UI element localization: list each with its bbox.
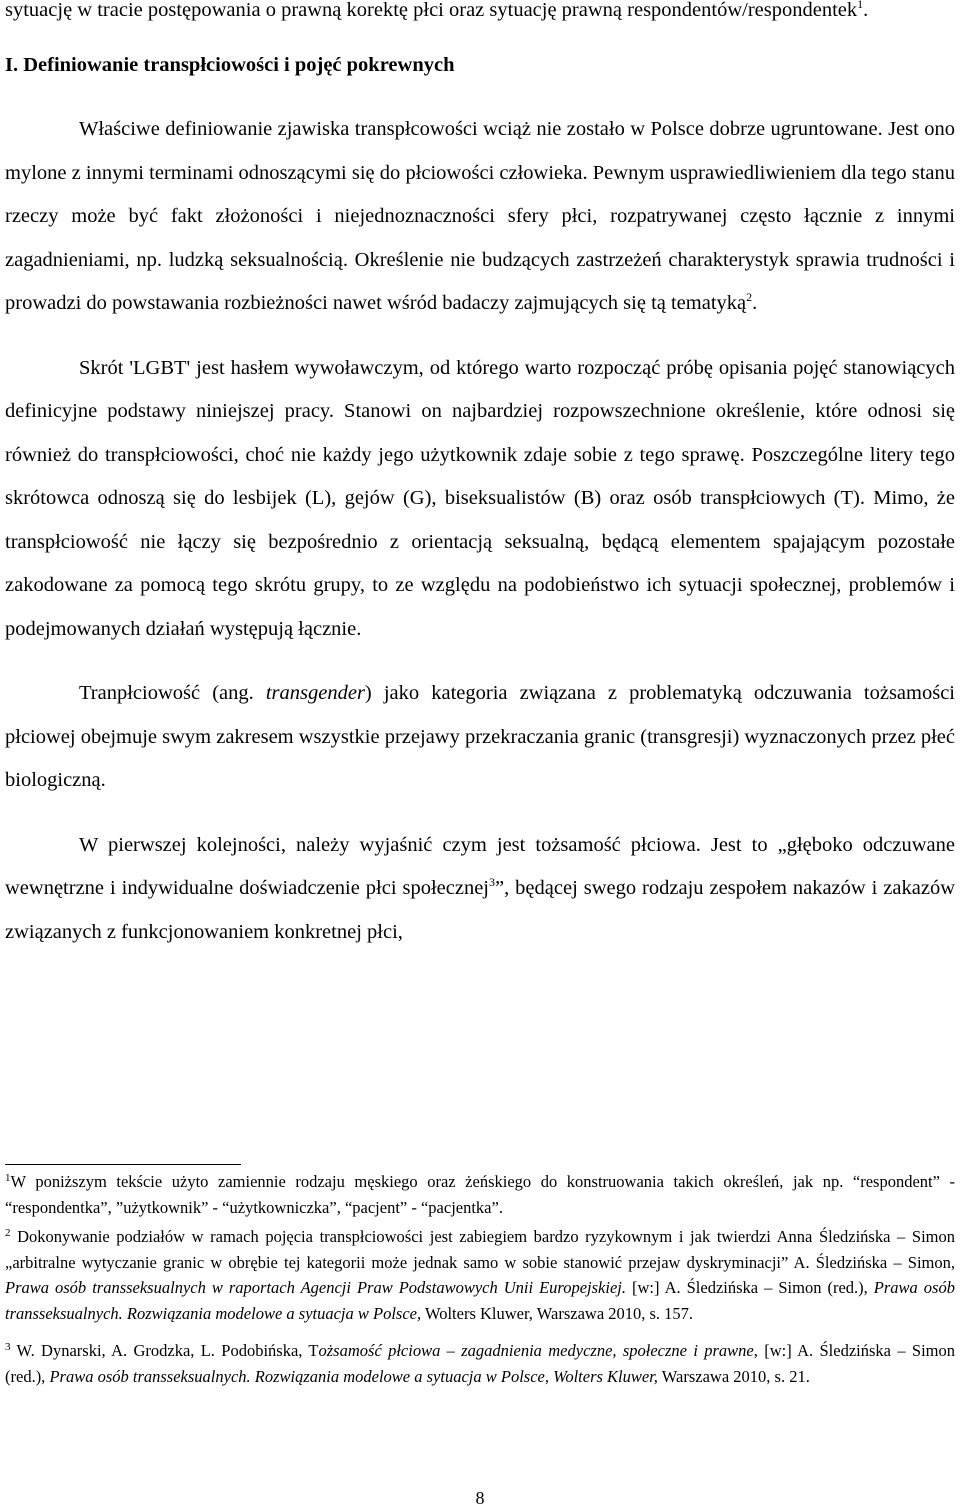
footnote-ref-1[interactable]: 1 bbox=[857, 0, 864, 11]
footnotes-section bbox=[5, 1164, 955, 1389]
paragraph-definitions: Właściwe definiowanie zjawiska transpłcowości wciąż nie zostało w Polsce dobrze ugruntowane. Jest ono mylone z innymi terminami odnoszącymi się do płciowości człowieka. Pewnym usprawiedliwieniem dla tego stanu rzeczy może być fakt złożoności i niejednoznaczności sfery płci, rozpatrywanej często łącznie z innymi zagadnieniami, np. ludzką seksualnością. Określenie nie budzących zastrzeżeń charakterystyk sprawia trudności i prowadzi do powstawania rozbieżności nawet wśród badaczy zajmujących się tą tematyką$^2$. bbox=[5, 118, 955, 314]
footnote-3: $^3$ W. Dynarski, A. Grodzka, L. Podobińska, Tożsamość płciowa – zagadnienia medyczne, społeczne i prawne, [w:] A. Śledzińska – Simon (red.), Prawa osób transseksualnych. Rozwiązania modelowe a sytuacja w Polsce, Wolters Kluwer, Warszawa 2010, s. 21. bbox=[5, 1341, 955, 1386]
term-transgender: transgender bbox=[265, 682, 365, 704]
paragraph-lgbt: Skrót 'LGBT' jest hasłem wywoławczym, od którego warto rozpocząć próbę opisania pojęć stanowiących definicyjne podstawy niniejszej pracy. Stanowi on najbardziej rozpowszechnione określenie, które odnosi się również do transpłciowości, choć nie każdy jego użytkownik zdaje sobie z tego sprawę. Poszczególne litery tego skrótowca odnoszą się do lesbijek (L), gejów (G), biseksualistów (B) oraz osób transpłciowych (T). Mimo, że transpłciowość nie łączy się bezpośrednio z orientacją seksualną, będącą elementem spajającym pozostałe zakodowane za pomocą tego skrótu grupy, to ze względu na podobieństwo ich sytuacji społecznej, problemów i podejmowanych działań występują łącznie. bbox=[5, 356, 955, 640]
page-body bbox=[5, 0, 955, 954]
lead-text: sytuację w tracie postępowania o prawną korektę płci oraz sytuację prawną respondentów/respondentek bbox=[5, 0, 858, 21]
page-number: 8 bbox=[475, 1488, 485, 1508]
footnote-mark-2: 2 bbox=[5, 1227, 11, 1239]
section-heading: I. Definiowanie transpłciowości i pojęć pokrewnych bbox=[5, 53, 455, 76]
footnote-mark-1: 1 bbox=[5, 1172, 11, 1184]
footnote-separator bbox=[5, 1164, 241, 1165]
paragraph-transgender: Tranpłciowość (ang. transgender) jako kategoria związana z problematyką odczuwania tożsamości płciowej obejmuje swym zakresem wszystkie przejawy przekraczania granic (transgresji) wyznaczonych przez płeć biologiczną. bbox=[5, 682, 955, 791]
footnote-mark-3: 3 bbox=[5, 1341, 11, 1353]
footnote-1: $^1$W poniższym tekście użyto zamiennie rodzaju męskiego oraz żeńskiego do konstruowania takich określeń, jak np. “respondent” - “respondentka”, ”użytkownik” - “użytkowniczka”, “pacjent” - “pacjentka”. bbox=[5, 1172, 955, 1217]
lead-paragraph: sytuację w tracie postępowania o prawną korektę płci oraz sytuację prawną respondentów/respondentek$^1$. bbox=[5, 0, 955, 33]
footnote-ref-2[interactable]: 2 bbox=[746, 290, 753, 304]
footnote-2: $^2$ Dokonywanie podziałów w ramach pojęcia transpłciowości jest zabiegiem bardzo ryzykownym i jak twierdzi Anna Śledzińska – Simon „arbitralne wytyczanie granic w obrębie tej kategorii może jednak samo w sobie stanowić przejaw dyskryminacji” A. Śledzińska – Simon, Prawa osób transseksualnych w raportach Agencji Praw Podstawowych Unii Europejskiej. [w:] A. Śledzińska – Simon (red.), Prawa osób transseksualnych. Rozwiązania modelowe a sytuacja w Polsce, Wolters Kluwer, Warszawa 2010, s. 157. bbox=[5, 1227, 955, 1323]
paragraph-gender-identity: W pierwszej kolejności, należy wyjaśnić czym jest tożsamość płciowa. Jest to „głęboko odczuwane wewnętrzne i indywidualne doświadczenie płci społecznej$^3$”, będącej swego rodzaju zespołem nakazów i zakazów związanych z funkcjonowaniem konkretnej płci, bbox=[5, 833, 955, 943]
footnote-ref-3[interactable]: 3 bbox=[489, 875, 495, 889]
